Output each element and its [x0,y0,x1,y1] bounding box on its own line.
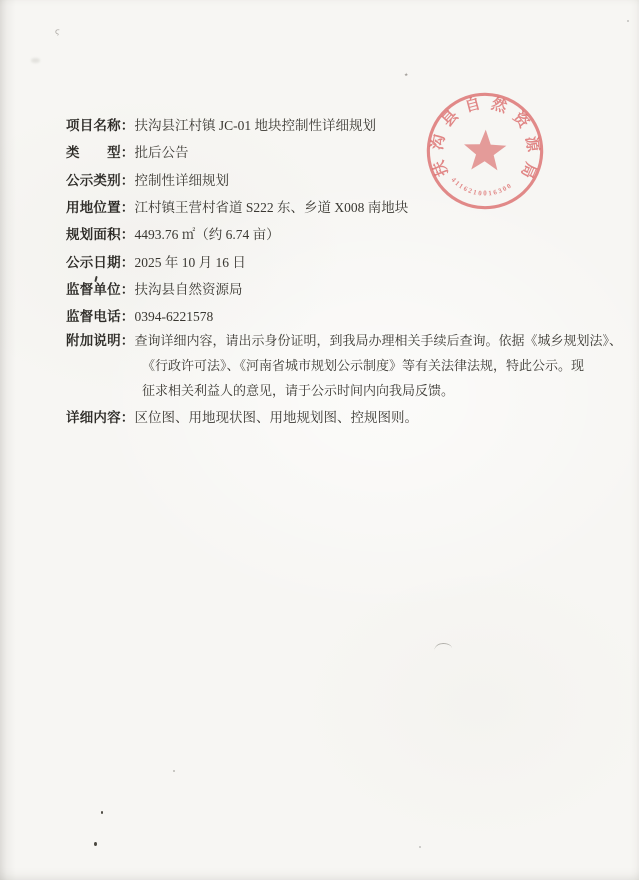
field-label-supervision-phone: 监督电话： [66,309,135,324]
field-row-publicity-date [66,255,246,270]
scan-artifact-mark: ٭ [404,70,409,79]
scan-artifact-smudge [31,58,40,63]
additional-note-line3: 征求相关利益人的意见，请于公示时间内向我局反馈。 [142,383,455,398]
field-label-planning-area: 规划面积： [66,227,135,242]
field-label-type: 类 型： [66,145,135,160]
field-row-publicity-category [66,173,229,188]
field-value-detail-content: 区位图、用地现状图、用地规划图、控规图则。 [134,410,418,425]
field-value-supervision-unit: 扶沟县自然资源局 [134,282,243,297]
field-label-publicity-date: 公示日期： [66,255,135,270]
additional-note-line2: 《行政许可法》、《河南省城市规划公示制度》等有关法律法规，特此公示。现 [142,358,585,373]
field-row-type [66,145,189,160]
scan-artifact-mark: ϛ [55,27,60,36]
field-value-project-name: 扶沟县江村镇 JC-01 地块控制性详细规划 [134,118,377,133]
field-value-planning-area: 4493.76 ㎡（约 6.74 亩） [134,227,280,242]
field-row-supervision-unit [66,282,243,297]
scan-artifact-squiggle [434,642,453,652]
paper-speck [101,811,103,814]
field-row-land-location [66,200,408,215]
paper-speck [173,770,175,772]
seal-code-text: 4116210016300 [449,176,513,198]
field-label-land-location: 用地位置： [66,200,135,215]
field-row-detail-content [66,410,418,425]
official-seal [418,84,552,218]
field-label-supervision-unit: 监督单位： [66,282,135,297]
field-label-detail-content: 详细内容： [66,410,135,425]
field-value-type: 批后公告 [134,145,189,160]
field-label-project-name: 项目名称： [66,118,135,133]
field-row-project-name [66,118,376,133]
field-label-publicity-category: 公示类别： [66,173,135,188]
field-row-planning-area [66,227,280,242]
additional-note-line1: 查询详细内容，请出示身份证明，到我局办理相关手续后查询。依据《城乡规划法》、 [134,333,623,348]
paper-speck [627,20,629,22]
seal-star-icon [463,129,507,171]
svg-text:4116210016300 [449,176,514,198]
field-value-publicity-category: 控制性详细规划 [134,173,229,188]
seal-organization-text: 扶沟县自然资源局 [428,95,542,181]
field-value-publicity-date: 2025 年 10 月 16 日 [134,255,246,270]
field-row-additional-note [66,333,622,348]
field-label-additional-note: 附加说明： [66,333,135,348]
field-value-land-location: 江村镇王营村省道 S222 东、乡道 X008 南地块 [134,200,409,215]
field-row-supervision-phone [66,309,213,324]
paper-speck [94,842,97,846]
field-value-supervision-phone: 0394-6221578 [134,309,214,324]
paper-speck [419,846,421,848]
